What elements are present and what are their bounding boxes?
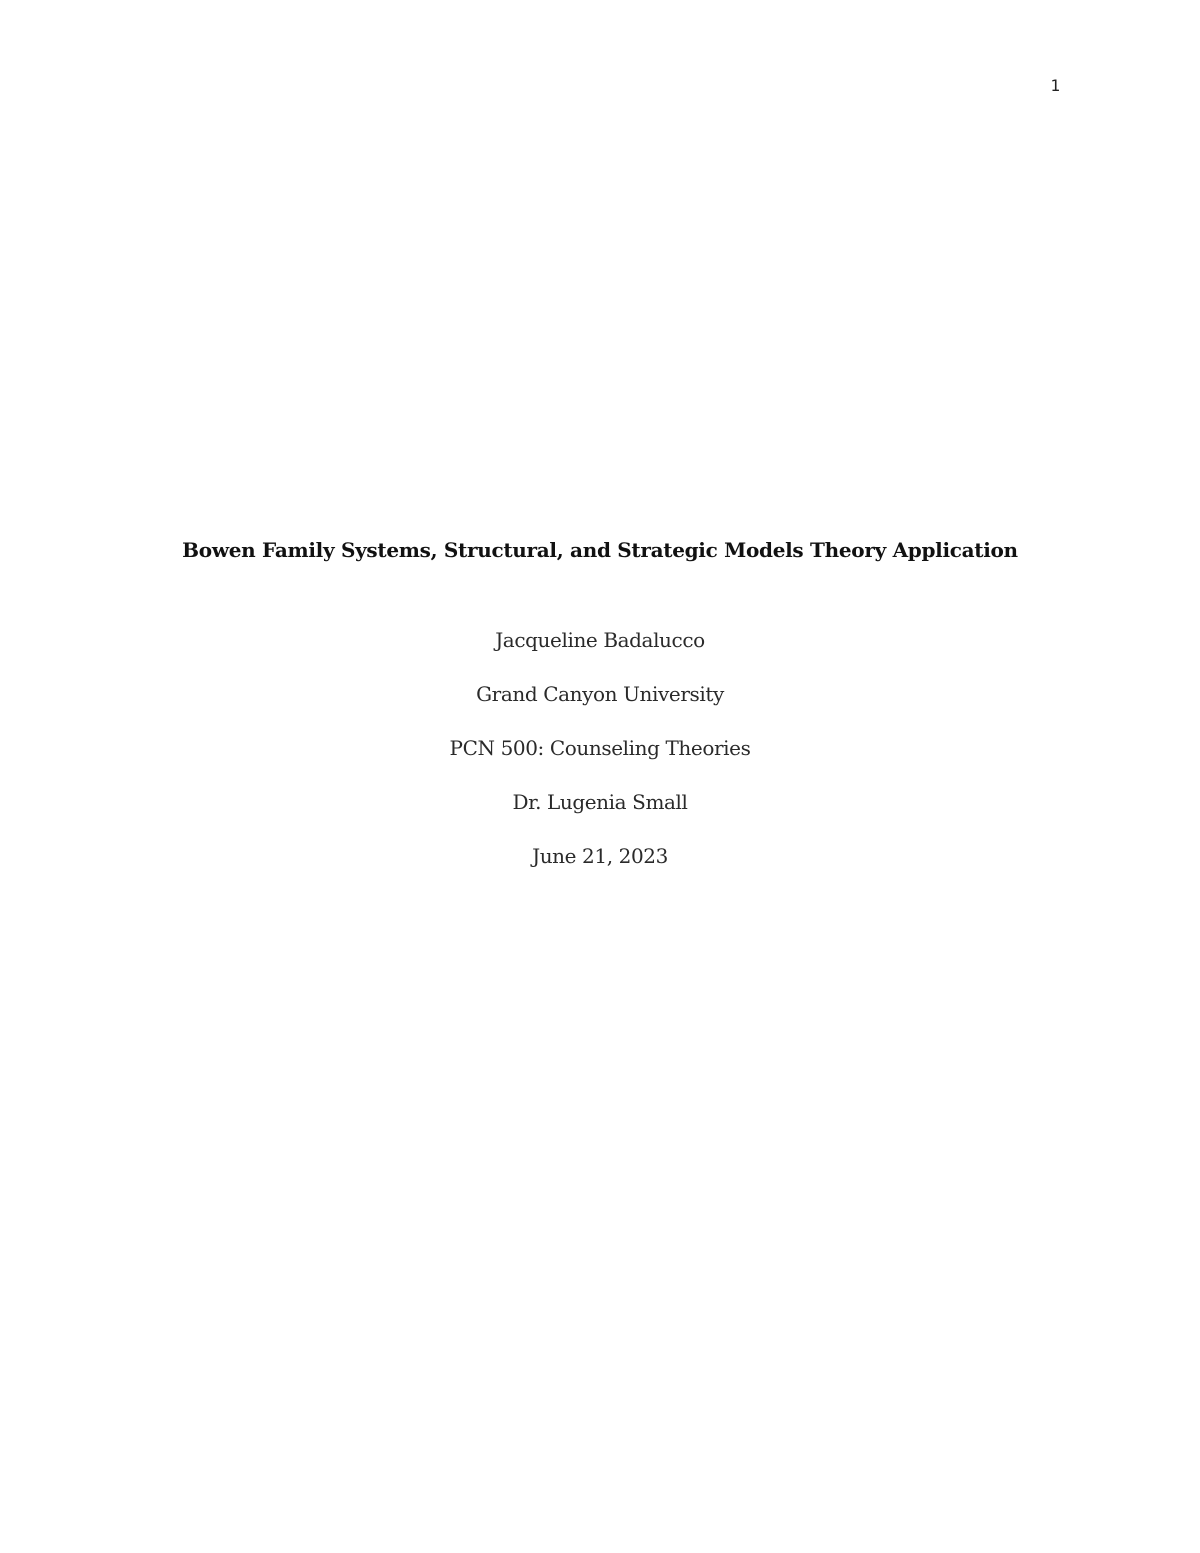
submission-date: June 21, 2023 [532, 844, 668, 868]
author-name: Jacqueline Badalucco [495, 628, 705, 652]
instructor-name: Dr. Lugenia Small [512, 790, 688, 814]
page-number: 1 [1050, 76, 1060, 95]
paper-title: Bowen Family Systems, Structural, and Strategic Models Theory Application [182, 538, 1018, 562]
title-page-details [0, 613, 1200, 883]
title-block [0, 538, 1200, 883]
course-name: PCN 500: Counseling Theories [449, 736, 751, 760]
institution-name: Grand Canyon University [476, 682, 724, 706]
